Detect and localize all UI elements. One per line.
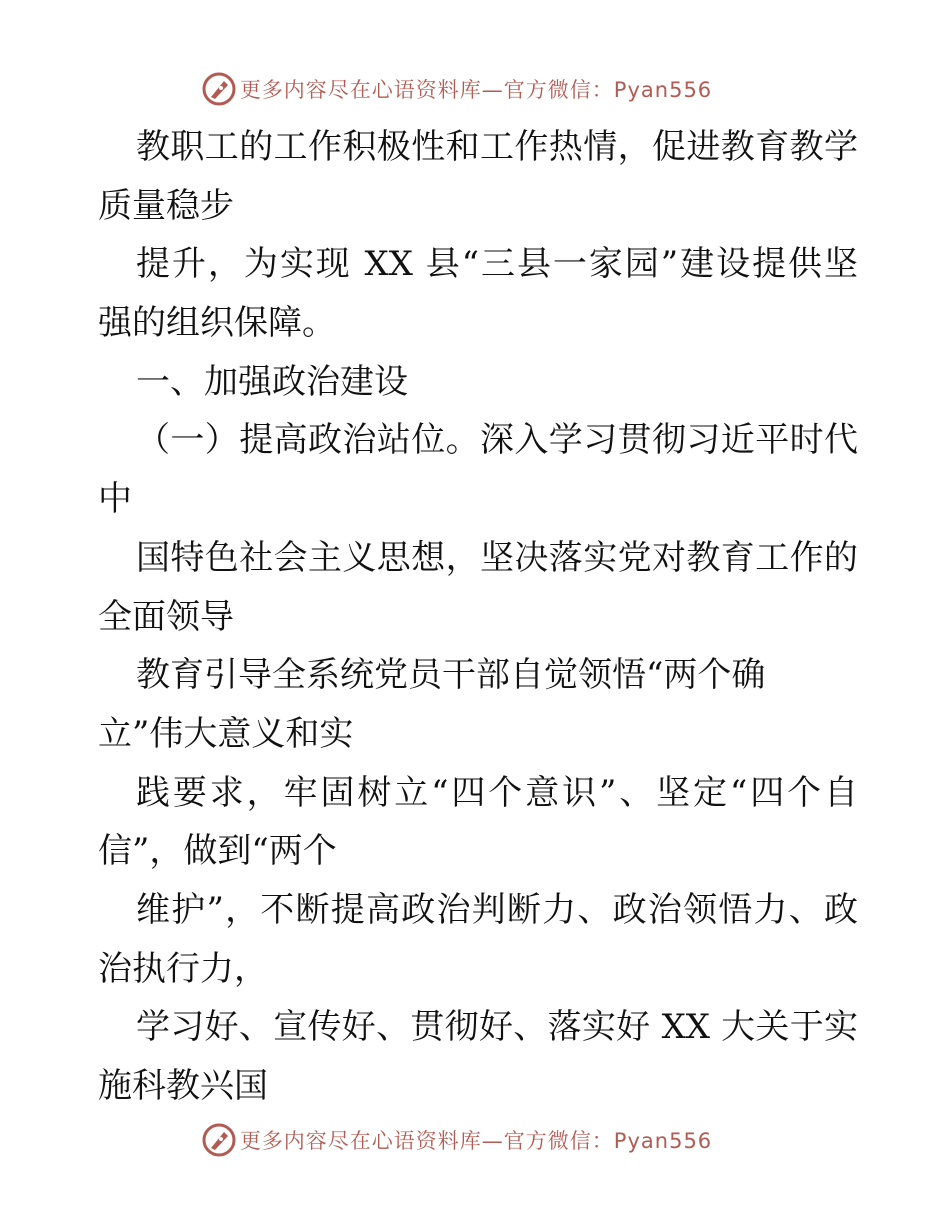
pen-nib-logo-icon xyxy=(202,1123,236,1157)
body-line: 质量稳步 xyxy=(98,185,234,226)
body-line: 信”，做到“两个 xyxy=(98,831,337,872)
body-line: 国特色社会主义思想，坚决落实党对教育工作的 xyxy=(136,537,858,578)
body-line: 教育引导全系统党员干部自觉领悟“两个确 xyxy=(136,655,766,696)
body-line: 中 xyxy=(98,479,132,520)
body-line: 施科教兴国 xyxy=(98,1066,268,1106)
body-line: 学习好、宣传好、贯彻好、落实好 XX 大关于实 xyxy=(136,1007,858,1048)
watermark-text: 更多内容尽在心语资料库—官方微信：Pyan556 xyxy=(239,1129,713,1153)
header-watermark xyxy=(0,72,950,106)
body-line: 立”伟大意义和实 xyxy=(98,713,354,754)
body-line: 全面领导 xyxy=(98,596,234,637)
footer-watermark xyxy=(0,1123,950,1157)
body-line: 教职工的工作积极性和工作热情，促进教育教学 xyxy=(136,127,858,167)
document-body xyxy=(98,118,858,1116)
section-heading: 一、加强政治建设 xyxy=(136,361,408,402)
pen-nib-logo-icon xyxy=(202,72,236,106)
watermark-text: 更多内容尽在心语资料库—官方微信：Pyan556 xyxy=(239,78,713,102)
body-line: （一）提高政治站位。深入学习贯彻习近平时代 xyxy=(136,420,858,461)
body-line: 维护”，不断提高政治判断力、政治领悟力、政 xyxy=(136,889,858,930)
body-line: 践要求，牢固树立“四个意识”、坚定“四个自 xyxy=(136,772,858,813)
body-line: 提升，为实现 XX 县“三县一家园”建设提供坚 xyxy=(136,244,858,285)
body-line: 治执行力， xyxy=(98,948,268,989)
body-line: 强的组织保障。 xyxy=(98,303,336,344)
